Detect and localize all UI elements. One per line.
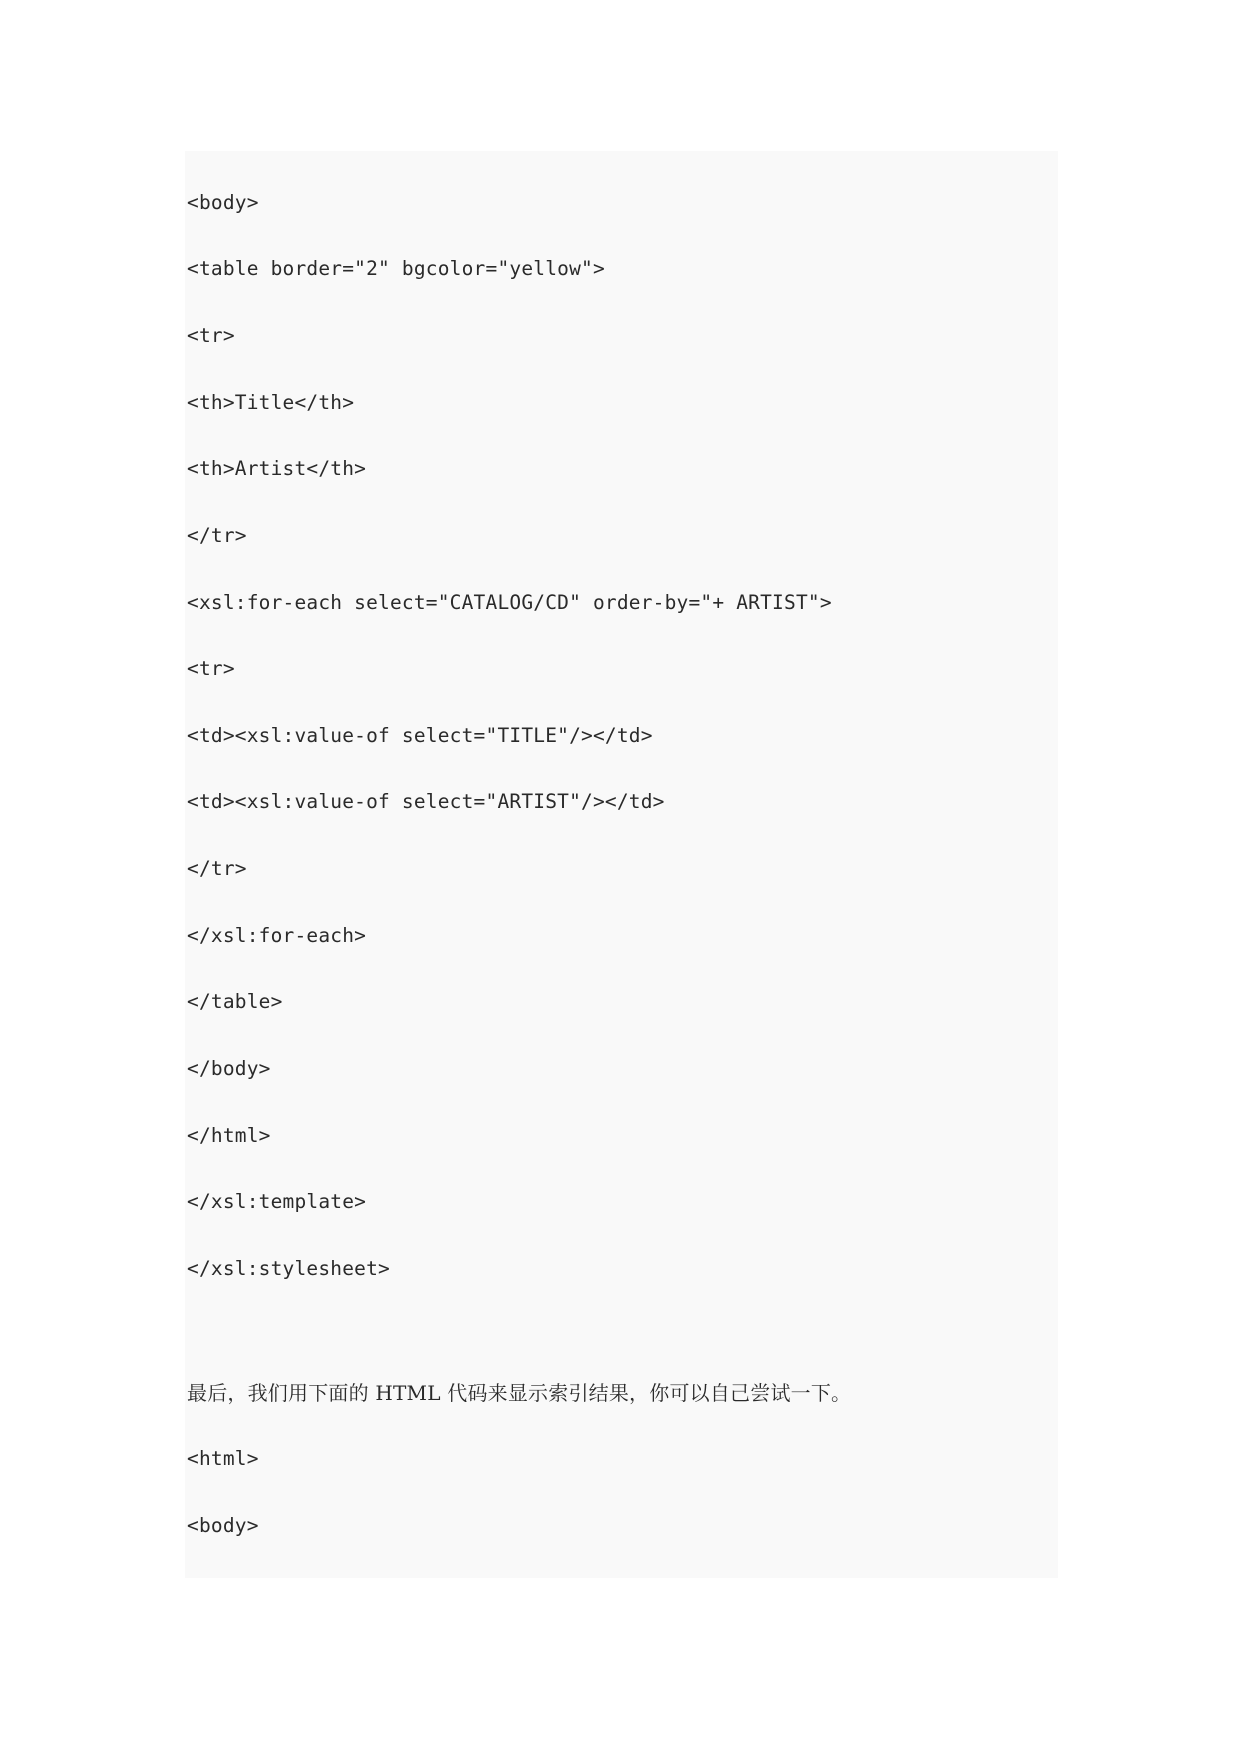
prose-paragraph: 最后，我们用下面的 HTML 代码来显示索引结果，你可以自己尝试一下。 bbox=[187, 1381, 852, 1405]
code-block-background bbox=[185, 151, 1058, 1578]
code-line-tr-close: </tr> bbox=[187, 524, 247, 547]
code-line-html-close: </html> bbox=[187, 1124, 271, 1147]
code-line-tr-open-2: <tr> bbox=[187, 657, 235, 680]
code-line-td-artist: <td><xsl:value-of select="ARTIST"/></td> bbox=[187, 790, 665, 813]
code-line-th-artist: <th>Artist</th> bbox=[187, 457, 367, 480]
code-line-stylesheet-close: </xsl:stylesheet> bbox=[187, 1257, 390, 1280]
code-line-template-close: </xsl:template> bbox=[187, 1190, 367, 1213]
code-line-tr-open: <tr> bbox=[187, 324, 235, 347]
code-line-for-each-open: <xsl:for-each select="CATALOG/CD" order-by="+ ARTIST"> bbox=[187, 591, 832, 614]
code-line-body-open-2: <body> bbox=[187, 1514, 259, 1537]
code-line-html-open: <html> bbox=[187, 1447, 259, 1470]
code-line-th-title: <th>Title</th> bbox=[187, 391, 355, 414]
code-line-body-close: </body> bbox=[187, 1057, 271, 1080]
code-line-td-title: <td><xsl:value-of select="TITLE"/></td> bbox=[187, 724, 653, 747]
code-line-tr-close-2: </tr> bbox=[187, 857, 247, 880]
code-line-for-each-close: </xsl:for-each> bbox=[187, 924, 367, 947]
code-line-table-close: </table> bbox=[187, 990, 283, 1013]
code-line-body-open: <body> bbox=[187, 191, 259, 214]
code-line-table-open: <table border="2" bgcolor="yellow"> bbox=[187, 257, 605, 280]
